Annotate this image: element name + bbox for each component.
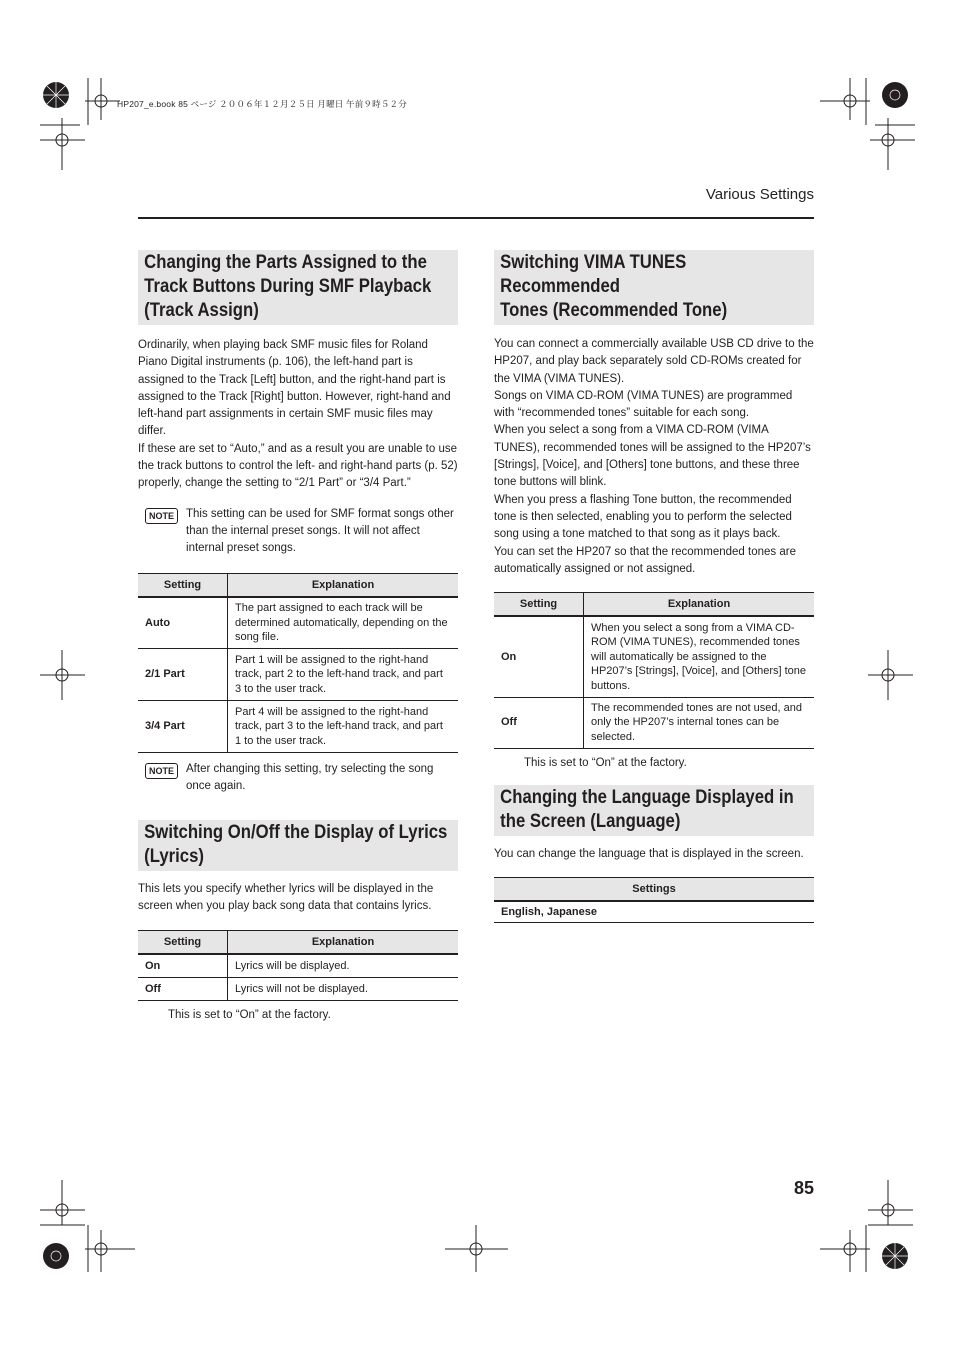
- note-badge: NOTE: [145, 763, 178, 779]
- print-header: HP207_e.book 85 ページ ２００６年１２月２５日 月曜日 午前９時５２分: [117, 99, 407, 109]
- track-assign-heading: [138, 250, 458, 325]
- table-header: Explanation: [584, 593, 815, 617]
- table-row: [138, 649, 458, 701]
- heading-line: Changing the Parts Assigned to the: [144, 252, 427, 273]
- table-header: Settings: [494, 877, 814, 901]
- heading-line: Changing the Language Displayed in: [500, 786, 794, 808]
- note: [138, 761, 458, 796]
- lyrics-heading: [138, 820, 458, 871]
- heading-line: Switching On/Off the Display of Lyrics: [144, 821, 448, 843]
- table-row: [138, 954, 458, 977]
- header-rule: [138, 217, 814, 219]
- factory-default: This is set to “On” at the factory.: [168, 1008, 331, 1021]
- table-row: [138, 597, 458, 649]
- explanation-cell: Part 1 will be assigned to the right-hand track, part 2 to the left-hand track, and part 3 to the user track.: [228, 649, 459, 701]
- setting-cell: 2/1 Part: [138, 649, 228, 701]
- setting-cell: On: [494, 616, 584, 697]
- setting-cell: On: [138, 954, 228, 977]
- setting-cell: 3/4 Part: [138, 701, 228, 753]
- setting-cell: Off: [494, 697, 584, 748]
- table-row: [138, 701, 458, 753]
- recommended-tone-heading: [494, 250, 814, 325]
- explanation-cell: Lyrics will be displayed.: [228, 954, 459, 977]
- running-head: Various Settings: [705, 186, 814, 203]
- explanation-cell: The part assigned to each track will be determined automatically, depending on the song file.: [228, 597, 459, 649]
- paragraph: When you press a flashing Tone button, the recommended tone is then selected, enabling you to perform the selected song using a tone matched to that song as it plays back.: [494, 493, 792, 541]
- paragraph: This lets you specify whether lyrics will be displayed in the screen when you play back song data that contains lyrics.: [138, 882, 434, 912]
- heading-line: (Lyrics): [144, 845, 204, 867]
- language-heading: [494, 785, 814, 836]
- right-column: [494, 250, 814, 923]
- explanation-cell: Lyrics will not be displayed.: [228, 977, 459, 1000]
- note-badge: NOTE: [145, 508, 178, 524]
- recommended-tone-table: [494, 592, 814, 749]
- table-row: [494, 901, 814, 923]
- table-header: Explanation: [228, 931, 459, 955]
- paragraph: Songs on VIMA CD-ROM (VIMA TUNES) are programmed with “recommended tones” suitable for each song.: [494, 389, 793, 420]
- left-column: [138, 250, 458, 1021]
- explanation-cell: Part 4 will be assigned to the right-hand track, part 3 to the left-hand track, and part 1 to the user track.: [228, 701, 459, 753]
- table-header: Setting: [138, 573, 228, 597]
- page-number: 85: [793, 1178, 814, 1198]
- lyrics-table: [138, 930, 458, 1001]
- table-row: [138, 977, 458, 1000]
- explanation-cell: The recommended tones are not used, and only the HP207’s internal tones can be selected.: [584, 697, 815, 748]
- paragraph: You can set the HP207 so that the recommended tones are automatically assigned or not assigned.: [494, 545, 796, 575]
- paragraph: You can change the language that is displayed in the screen.: [494, 847, 804, 860]
- heading-line: Track Buttons During SMF Playback: [144, 276, 432, 297]
- setting-cell: Auto: [138, 597, 228, 649]
- note-text: This setting can be used for SMF format songs other than the internal preset songs. It will not affect internal preset songs.: [186, 507, 454, 555]
- paragraph: When you select a song from a VIMA CD-ROM (VIMA TUNES), recommended tones will be assigned to the HP207’s [Strings], [Voice], and [Others] tone buttons, and these three tone buttons will blink.: [494, 424, 811, 489]
- factory-default: This is set to “On” at the factory.: [524, 756, 687, 769]
- language-values: English, Japanese: [494, 901, 814, 923]
- paragraph: If these are set to “Auto,” and as a result you are unable to use the track buttons to control the left- and right-hand parts (p. 52) properly, change the setting to “2/1 Part” or “3/4 Part.”: [138, 442, 458, 490]
- setting-cell: Off: [138, 977, 228, 1000]
- table-header: Explanation: [228, 573, 459, 597]
- explanation-cell: When you select a song from a VIMA CD-ROM (VIMA TUNES), recommended tones will automatically be assigned to the HP207’s [Strings], [Voice], and [Others] tone buttons.: [584, 616, 815, 697]
- paragraph: Ordinarily, when playing back SMF music files for Roland Piano Digital instruments (p. 106), the left-hand part is assigned to the Track [Left] button, and the right-hand part is assigned to the Track [Right] button. However, right-hand and left-hand part assignments in certain SMF music files may differ.: [138, 339, 451, 438]
- note: [138, 506, 458, 558]
- heading-line: Tones (Recommended Tone): [500, 300, 728, 321]
- track-assign-table: [138, 573, 458, 754]
- language-table: [494, 877, 814, 924]
- heading-line: (Track Assign): [144, 300, 259, 321]
- heading-line: Switching VIMA TUNES Recommended: [500, 252, 687, 297]
- paragraph: You can connect a commercially available USB CD drive to the HP207, and play back separately sold CD-ROMs created for the VIMA (VIMA TUNES).: [494, 338, 814, 385]
- note-text: After changing this setting, try selecting the song once again.: [186, 763, 434, 793]
- table-header: Setting: [494, 593, 584, 617]
- table-row: [494, 616, 814, 697]
- table-row: [494, 697, 814, 748]
- table-header: Setting: [138, 931, 228, 955]
- heading-line: the Screen (Language): [500, 810, 681, 832]
